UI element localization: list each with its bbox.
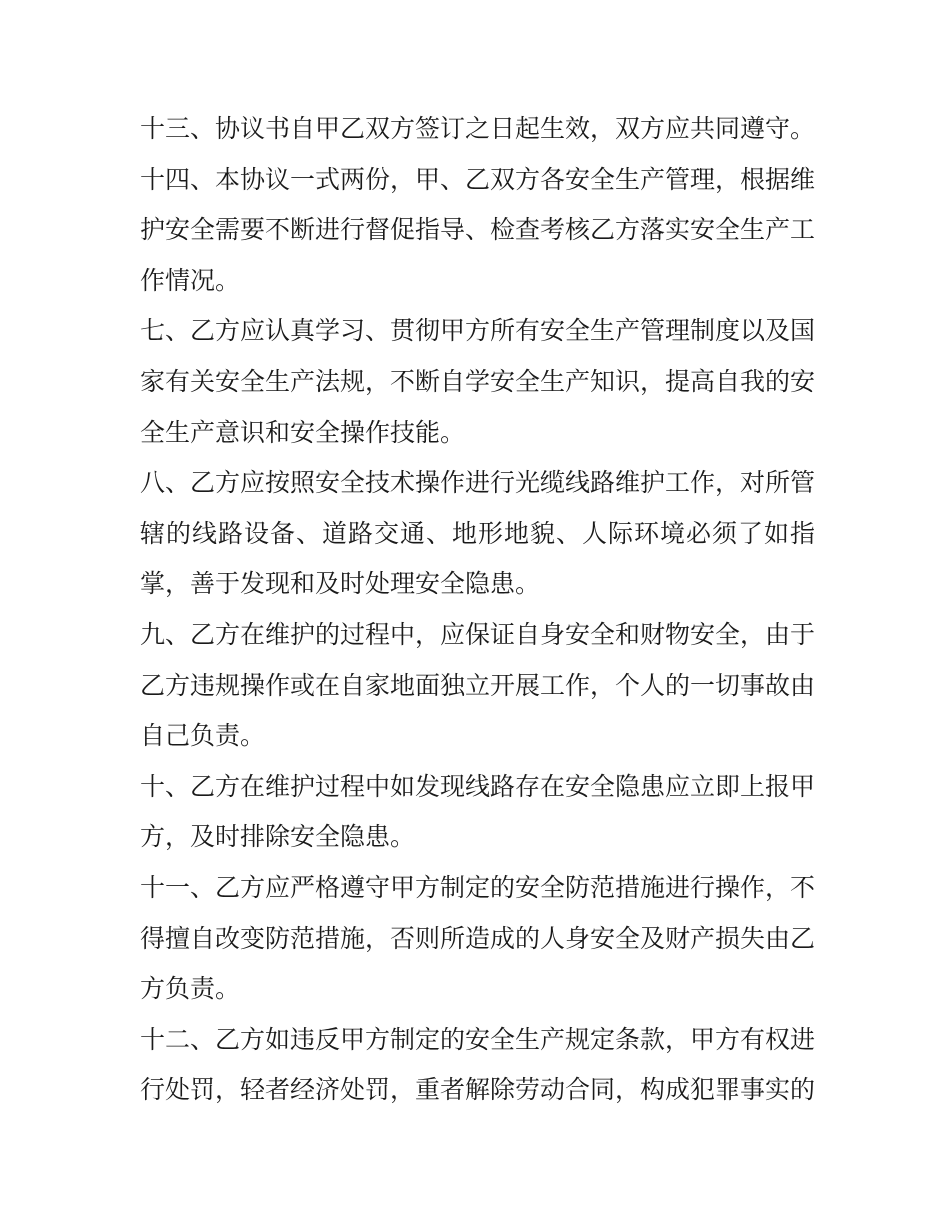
- clause-7: 七、乙方应认真学习、贯彻甲方所有安全生产管理制度以及国家有关安全生产法规，不断自学安全生产知识，提高自我的安全生产意识和安全操作技能。: [140, 316, 816, 447]
- clause-12: 十二、乙方如违反甲方制定的安全生产规定条款，甲方有权进行处罚，轻者经济处罚，重者解除劳动合同，构成犯罪事实的: [140, 1024, 816, 1105]
- clause-8: 八、乙方应按照安全技术操作进行光缆线路维护工作，对所管辖的线路设备、道路交通、地形地貌、人际环境必须了如指掌，善于发现和及时处理安全隐患。: [140, 468, 816, 599]
- clause-11: 十一、乙方应严格遵守甲方制定的安全防范措施进行操作，不得擅自改变防范措施，否则所造成的人身安全及财产损失由乙方负责。: [140, 872, 816, 1004]
- clause-14: 十四、本协议一式两份，甲、乙双方各安全生产管理，根据维护安全需要不断进行督促指导、检查考核乙方落实安全生产工作情况。: [140, 164, 816, 295]
- clause-9: 九、乙方在维护的过程中，应保证自身安全和财物安全，由于乙方违规操作或在自家地面独立开展工作，个人的一切事故由自己负责。: [140, 619, 816, 751]
- clause-10: 十、乙方在维护过程中如发现线路存在安全隐患应立即上报甲方，及时排除安全隐患。: [140, 771, 816, 852]
- document-body: [140, 104, 815, 1116]
- clause-13: 十三、协议书自甲乙双方签订之日起生效，双方应共同遵守。: [140, 114, 816, 143]
